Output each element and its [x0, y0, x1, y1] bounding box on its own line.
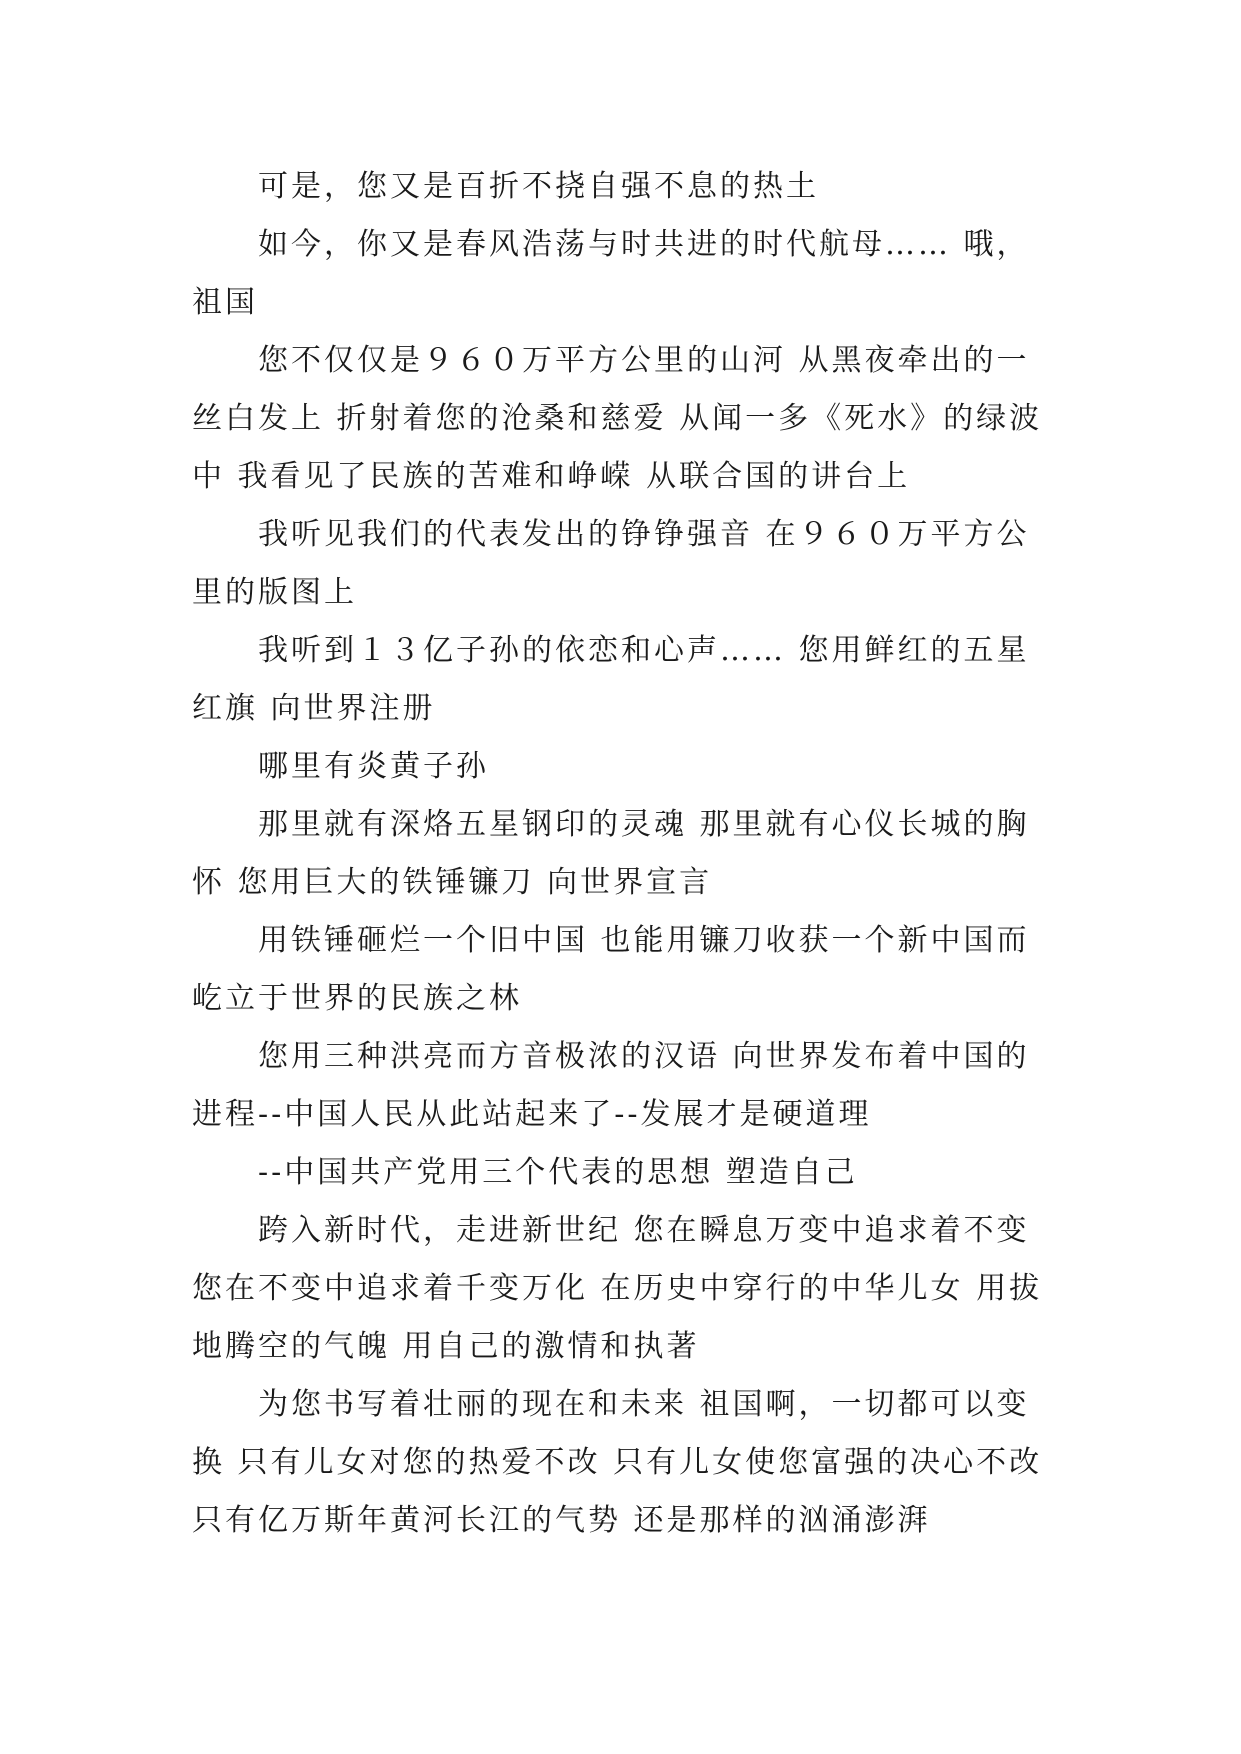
paragraph: 那里就有深烙五星钢印的灵魂 那里就有心仪长城的胸怀 您用巨大的铁锤镰刀 向世界宣言: [192, 807, 1030, 900]
paragraph: 用铁锤砸烂一个旧中国 也能用镰刀收获一个新中国而屹立于世界的民族之林: [192, 923, 1030, 1016]
paragraph: 您不仅仅是９６０万平方公里的山河 从黑夜牵出的一丝白发上 折射着您的沧桑和慈爱 从闻一多《死水》的绿波中 我看见了民族的苦难和峥嵘 从联合国的讲台上: [192, 343, 1043, 494]
paragraph: 我听见我们的代表发出的铮铮强音 在９６０万平方公里的版图上: [192, 517, 1030, 610]
paragraph: 哪里有炎黄子孙: [258, 749, 489, 784]
paragraph: 为您书写着壮丽的现在和未来 祖国啊，一切都可以变换 只有儿女对您的热爱不改 只有儿女使您富强的决心不改 只有亿万斯年黄河长江的气势 还是那样的汹涌澎湃: [192, 1387, 1043, 1538]
paragraph: 我听到１３亿子孙的依恋和心声…… 您用鲜红的五星红旗 向世界注册: [192, 633, 1030, 726]
paragraph: --中国共产党用三个代表的思想 塑造自己: [258, 1155, 858, 1190]
paragraph: 跨入新时代，走进新世纪 您在瞬息万变中追求着不变 您在不变中追求着千变万化 在历史中穿行的中华儿女 用拔地腾空的气魄 用自己的激情和执著: [192, 1213, 1043, 1364]
paragraph: 可是，您又是百折不挠自强不息的热土: [258, 169, 819, 204]
paragraph: 您用三种洪亮而方音极浓的汉语 向世界发布着中国的进程--中国人民从此站起来了--发展才是硬道理: [192, 1039, 1030, 1132]
paragraph: 如今，你又是春风浩荡与时共进的时代航母…… 哦，祖国: [192, 227, 1030, 320]
document-body: [192, 158, 1052, 1550]
